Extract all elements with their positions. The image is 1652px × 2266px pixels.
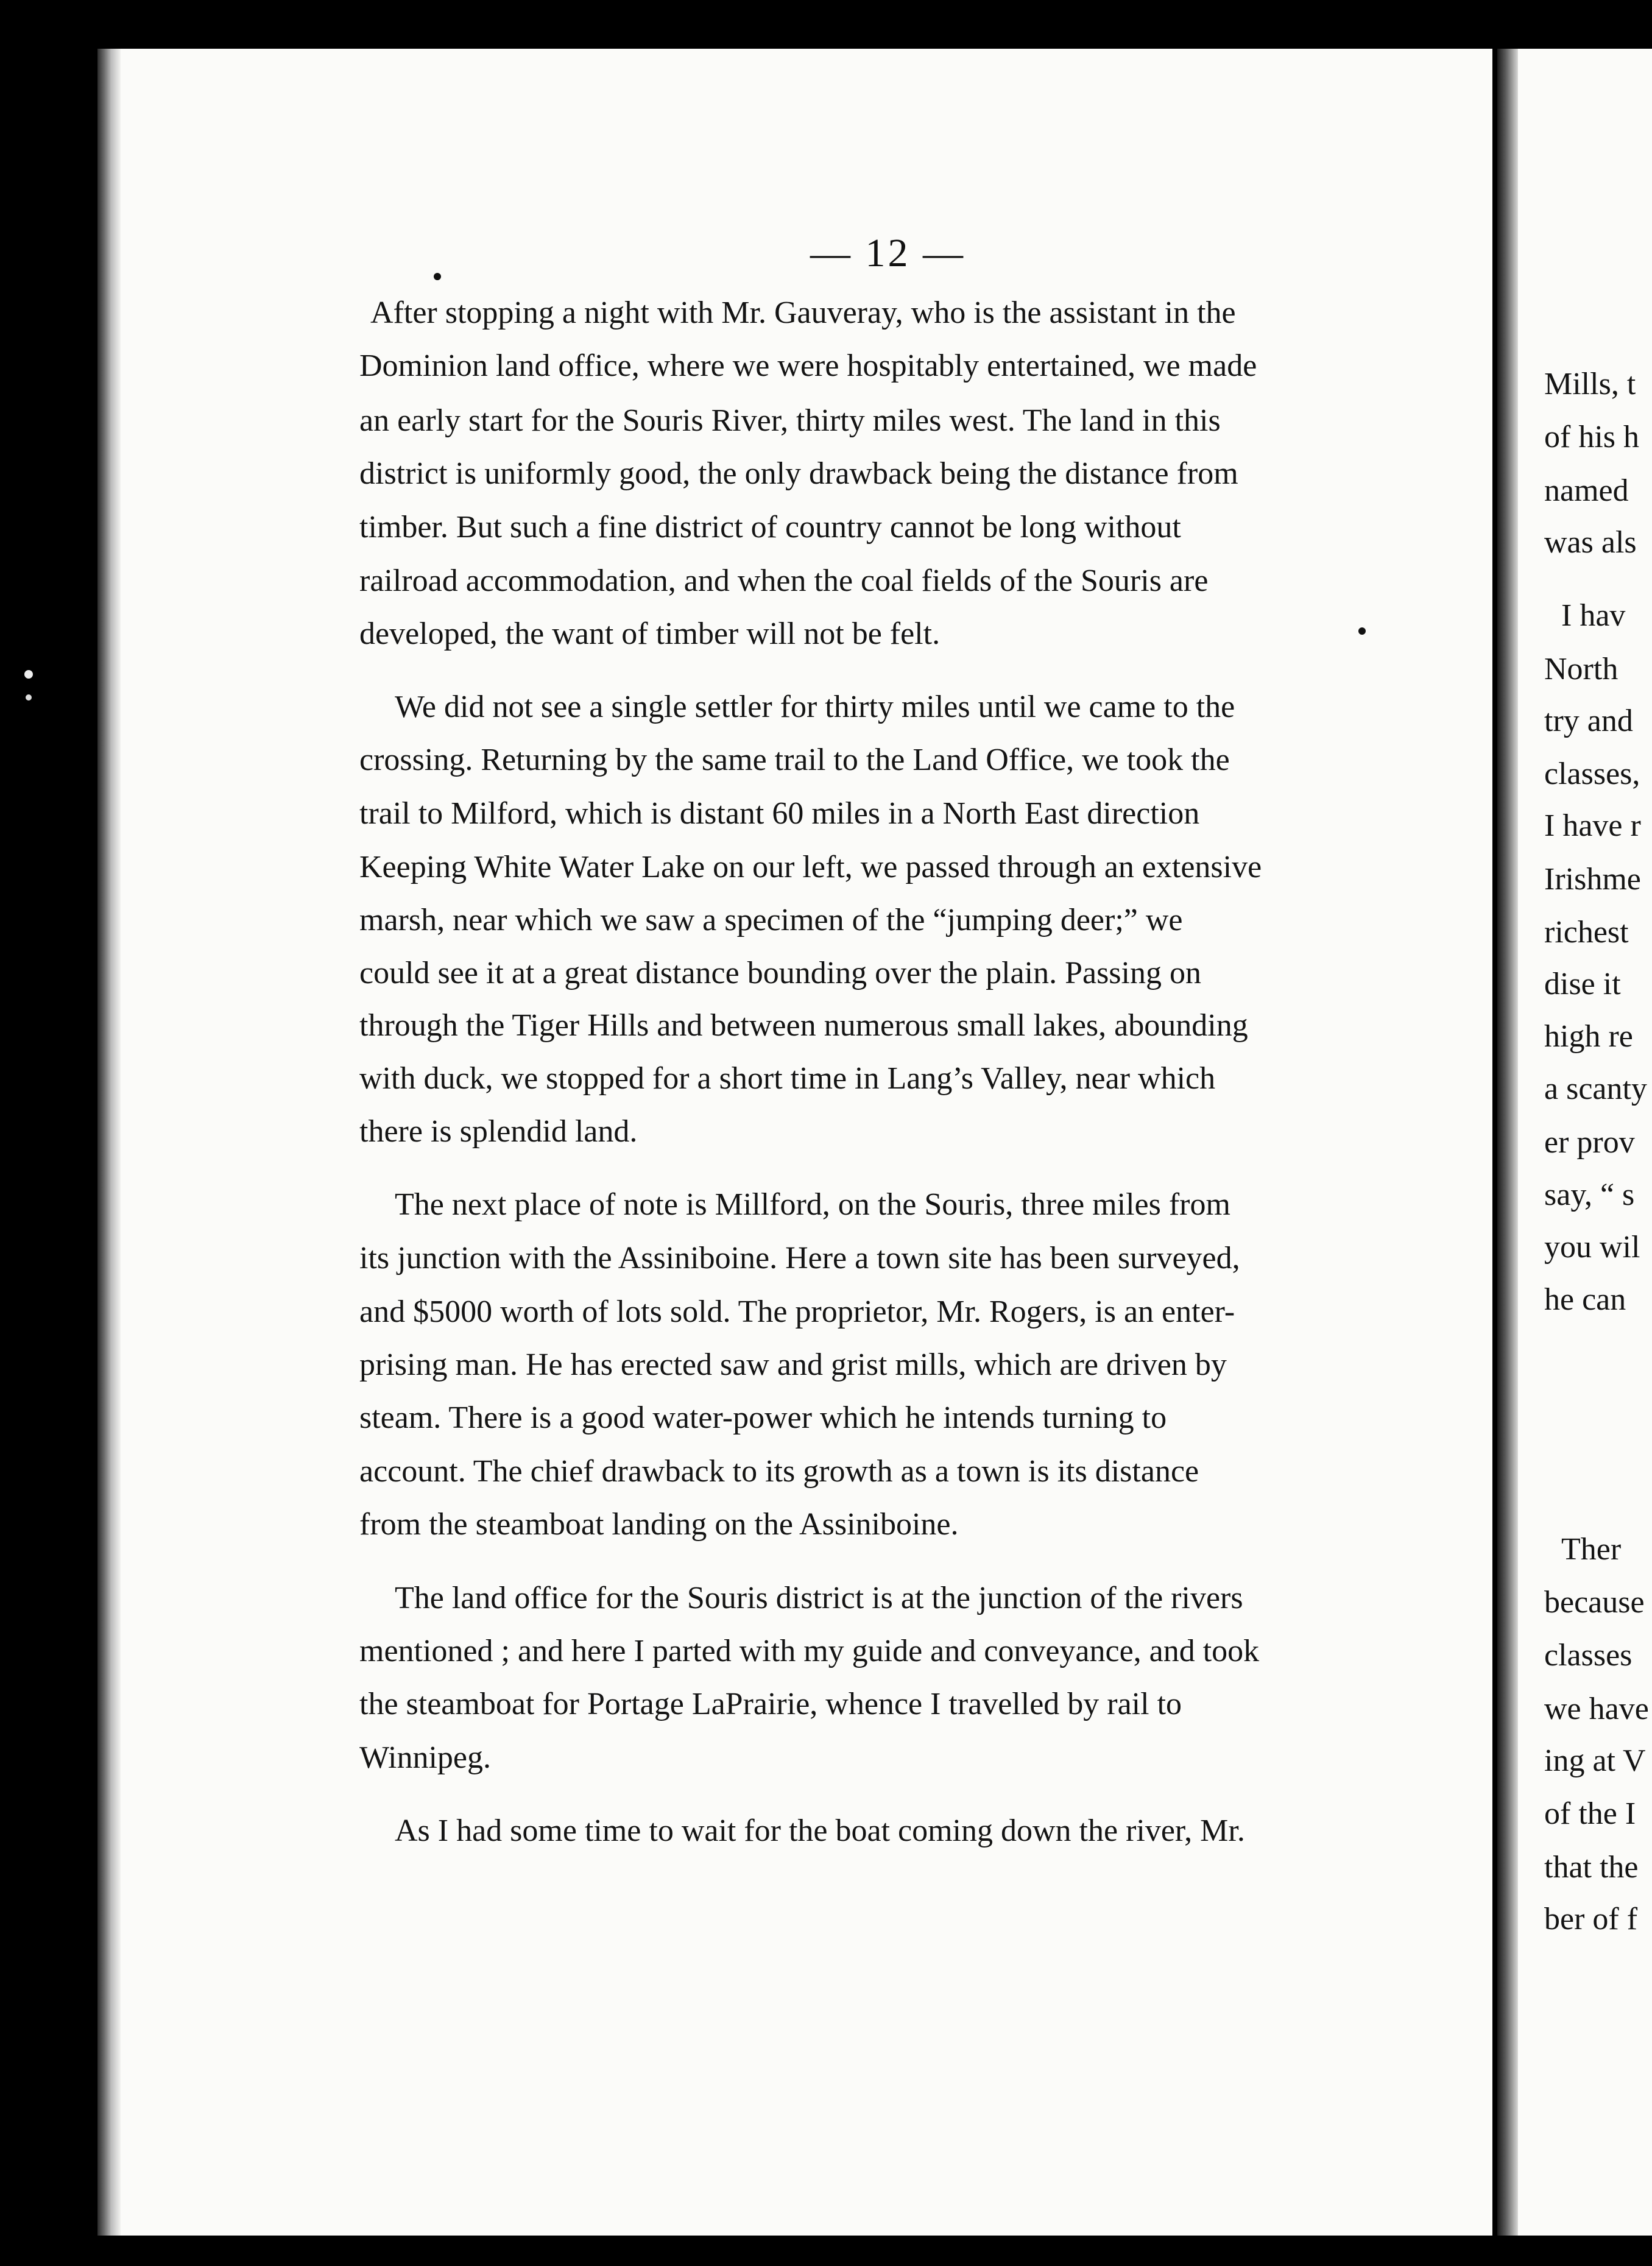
- body-text-line: railroad accommodation, and when the coal fields of the Souris are: [359, 563, 1209, 598]
- right-page-line: try and: [1544, 704, 1633, 738]
- right-page-line: North: [1544, 652, 1618, 687]
- body-text-line: and $5000 worth of lots sold. The proprietor, Mr. Rogers, is an enter-: [359, 1294, 1235, 1329]
- body-text-line: Winnipeg.: [359, 1740, 491, 1775]
- body-text-line: with duck, we stopped for a short time in Lang’s Valley, near which: [359, 1061, 1216, 1096]
- gutter-shadow: [1497, 49, 1518, 2236]
- right-page-line: richest: [1544, 915, 1629, 950]
- right-page-line: we have: [1544, 1692, 1649, 1726]
- scan-speck: [434, 273, 441, 280]
- right-page-line: I have r: [1544, 808, 1641, 843]
- right-page-line: high re: [1544, 1019, 1633, 1054]
- body-text-line: district is uniformly good, the only drawback being the distance from: [359, 456, 1238, 491]
- right-page-line: dise it: [1544, 967, 1621, 1001]
- right-page-line: I hav: [1561, 598, 1626, 633]
- right-page-line: classes,: [1544, 757, 1640, 791]
- body-text-line: marsh, near which we saw a specimen of the “jumping deer;” we: [359, 903, 1183, 937]
- body-text-line: The next place of note is Millford, on the Souris, three miles from: [395, 1187, 1230, 1222]
- right-page-line: Ther: [1561, 1532, 1622, 1567]
- right-page-line: because: [1544, 1585, 1645, 1620]
- page-number: — 12 —: [810, 231, 965, 275]
- body-text-line: We did not see a single settler for thirty miles until we came to the: [395, 690, 1235, 724]
- body-text-line: the steamboat for Portage LaPrairie, whence I travelled by rail to: [359, 1687, 1182, 1721]
- body-text-line: could see it at a great distance bounding over the plain. Passing on: [359, 956, 1201, 990]
- right-page-line: that the: [1544, 1850, 1639, 1885]
- body-text-line: trail to Milford, which is distant 60 miles in a North East direction: [359, 796, 1200, 831]
- right-page-line: ber of f: [1544, 1902, 1638, 1936]
- right-page-line: he can: [1544, 1282, 1626, 1317]
- scan-speck: [24, 670, 33, 679]
- right-page-line: ing at V: [1544, 1743, 1646, 1778]
- scan-speck: [1358, 627, 1366, 635]
- body-text-line: After stopping a night with Mr. Gauveray, who is the assistant in the: [370, 295, 1236, 330]
- body-text-line: account. The chief drawback to its growth as a town is its distance: [359, 1454, 1199, 1489]
- body-text-line: The land office for the Souris district is at the junction of the rivers: [395, 1581, 1243, 1615]
- body-text-line: As I had some time to wait for the boat coming down the river, Mr.: [395, 1813, 1245, 1848]
- right-page-line: er prov: [1544, 1125, 1635, 1160]
- body-text-line: developed, the want of timber will not be felt.: [359, 616, 941, 651]
- body-text-line: crossing. Returning by the same trail to the Land Office, we took the: [359, 743, 1230, 777]
- body-text-line: prising man. He has erected saw and grist mills, which are driven by: [359, 1347, 1227, 1382]
- right-page-line: say, “ s: [1544, 1177, 1635, 1212]
- right-page: [1497, 49, 1652, 2236]
- right-page-line: of the I: [1544, 1796, 1636, 1831]
- scan-speck: [26, 694, 32, 701]
- binding-shadow: [97, 49, 121, 2236]
- body-text-line: there is splendid land.: [359, 1114, 638, 1149]
- body-text-line: through the Tiger Hills and between numerous small lakes, abounding: [359, 1008, 1248, 1043]
- body-text-line: mentioned ; and here I parted with my guide and conveyance, and took: [359, 1634, 1260, 1668]
- right-page-line: classes: [1544, 1638, 1633, 1673]
- body-text-line: steam. There is a good water-power which he intends turning to: [359, 1400, 1167, 1435]
- body-text-line: timber. But such a fine district of country cannot be long without: [359, 510, 1181, 545]
- body-text-line: an early start for the Souris River, thirty miles west. The land in this: [359, 403, 1221, 438]
- body-text-line: Dominion land office, where we were hospitably entertained, we made: [359, 348, 1257, 383]
- right-page-line: Irishme: [1544, 862, 1641, 897]
- right-page-line: you wil: [1544, 1230, 1640, 1265]
- right-page-line: named: [1544, 473, 1629, 508]
- body-text-line: from the steamboat landing on the Assiniboine.: [359, 1507, 959, 1542]
- right-page-line: a scanty: [1544, 1071, 1647, 1106]
- right-page-line: of his h: [1544, 420, 1639, 454]
- right-page-line: Mills, t: [1544, 367, 1636, 401]
- right-page-line: was als: [1544, 525, 1637, 560]
- body-text-line: Keeping White Water Lake on our left, we passed through an extensive: [359, 850, 1262, 884]
- body-text-line: its junction with the Assiniboine. Here a town site has been surveyed,: [359, 1241, 1240, 1276]
